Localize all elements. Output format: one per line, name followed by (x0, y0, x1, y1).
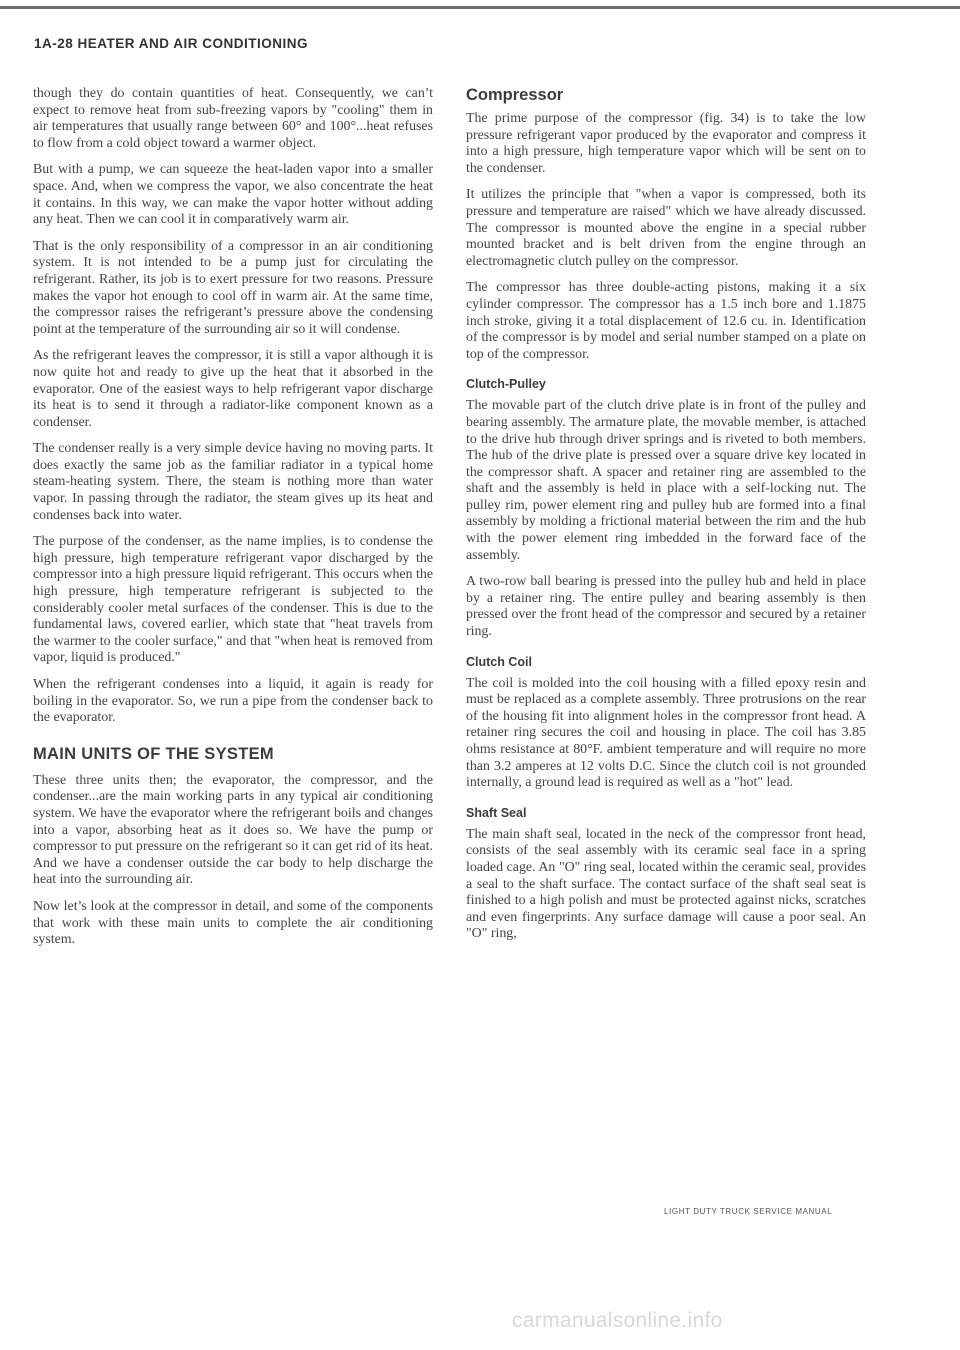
paragraph: When the refrigerant condenses into a liquid, it again is ready for boiling in the evaporator. So, we run a pipe from the condenser back to the evaporator. (33, 677, 433, 726)
paragraph: Now let’s look at the compressor in detail, and some of the components that work with these main units to complete the air conditioning system. (33, 898, 433, 948)
paragraph: The compressor has three double-acting pistons, making it a six cylinder compressor. The compressor has a 1.5 inch bore and 1.1875 inch stroke, giving it a total displacement of 12.6 cu. in. Identification of the compressor is by model and serial number stamped on a plate on top of the compressor. (466, 280, 866, 362)
paragraph: These three units then; the evaporator, the compressor, and the condenser...are the main working parts in any typical air conditioning system. We have the evaporator where the refrigerant boils and changes into a vapor, absorbing heat as it does so. We have the pump or compressor to put pressure on the refrigerant so it can get rid of its heat. And we have a condenser outside the car body to help discharge the heat into the surrounding air. (33, 772, 434, 888)
paragraph: The prime purpose of the compressor (fig. 34) is to take the low pressure refrigerant vapor produced by the evaporator and compress it into a high pressure, high temperature vapor which will be sent on to the condenser. (466, 111, 866, 176)
clutch-pulley-heading: Clutch-Pulley (466, 377, 546, 392)
right-column (466, 86, 866, 953)
watermark: carmanualsonline.info (512, 1309, 723, 1332)
paragraph: But with a pump, we can squeeze the heat-laden vapor into a smaller space. And, when we compress the vapor, we also concentrate the heat it contains. In this way, we can make the vapor hotter without adding any heat. Then we can cool it in comparatively warm air. (33, 162, 433, 228)
paragraph: It utilizes the principle that "when a vapor is compressed, both its pressure and temperature are raised" which we have already discussed. The compressor is mounted above the engine in a special rubber mounted bracket and is belt driven from the engine through an electromagnetic clutch pulley on the compressor. (466, 187, 866, 269)
paragraph: The purpose of the condenser, as the name implies, is to condense the high pressure, high temperature refrigerant vapor discharged by the compressor into a high pressure liquid refrigerant. This occurs when the high pressure, high temperature refrigerant is subjected to the considerably cooler metal surfaces of the condenser. This is due to the fundamental laws, covered earlier, which state that "heat travels from the warmer to the cooler surface," and that "when heat is removed from vapor, liquid is produced." (33, 534, 433, 666)
paragraph: The main shaft seal, located in the neck of the compressor front head, consists of the seal assembly with its ceramic seal face in a spring loaded cage. An "O" ring seal, located within the ceramic seal, provides a seal to the shaft surface. The contact surface of the shaft seal seat is finished to a high polish and must be protected against nicks, scratches and even fingerprints. Any surface damage will cause a poor seal. An "O" ring, (466, 826, 866, 942)
page-header: 1A-28 HEATER AND AIR CONDITIONING (34, 36, 309, 51)
paragraph: That is the only responsibility of a compressor in an air conditioning system. It is not intended to be a pump just for circulating the refrigerant. Rather, its job is to exert pressure for two reasons. Pressure makes the vapor hot enough to cool off in warm air. At the same time, the compressor raises the refrigerant’s pressure above the condensing point at the temperature of the surrounding air so it will condense. (33, 238, 433, 337)
shaft-seal-heading: Shaft Seal (466, 805, 527, 820)
page-footer: LIGHT DUTY TRUCK SERVICE MANUAL (664, 1207, 833, 1216)
top-rule (0, 6, 960, 9)
clutch-coil-heading: Clutch Coil (466, 654, 532, 669)
main-units-heading: MAIN UNITS OF THE SYSTEM (33, 744, 274, 763)
paragraph: though they do contain quantities of heat. Consequently, we can’t expect to remove heat from sub-freezing vapors by "cooling" them in air temperatures that usually range between 60° and 100°...heat refuses to flow from a cold object toward a warmer object. (33, 86, 433, 151)
paragraph: A two-row ball bearing is pressed into the pulley hub and held in place by a retainer ring. The entire pulley and bearing assembly is then pressed over the front head of the compressor and secured by a retainer ring. (466, 574, 866, 640)
left-column (33, 86, 433, 959)
paragraph: The condenser really is a very simple device having no moving parts. It does exactly the same job as the familiar radiator in a typical home steam-heating system. There, the steam is nothing more than water vapor. In passing through the radiator, the steam gives up its heat and condenses back into water. (33, 441, 433, 523)
paragraph: The coil is molded into the coil housing with a filled epoxy resin and must be replaced as a complete assembly. Three protrusions on the rear of the housing fit into alignment holes in the compressor front head. A retainer ring secures the coil and housing in place. The coil has 3.85 ohms resistance at 80°F. ambient temperature and will require no more than 3.2 amperes at 12 volts D.C. Since the clutch coil is not grounded internally, a ground lead is required as well as a "hot" lead. (466, 675, 866, 791)
paragraph: As the refrigerant leaves the compressor, it is still a vapor although it is now quite hot and ready to give up the heat that it absorbed in the evaporator. One of the easiest ways to help refrigerant vapor discharge its heat is to send it through a radiator-like component known as a condenser. (33, 348, 433, 430)
compressor-heading: Compressor (466, 86, 564, 104)
paragraph: The movable part of the clutch drive plate is in front of the pulley and bearing assembly. The armature plate, the movable member, is attached to the drive hub through driver springs and is riveted to both members. The hub of the drive plate is pressed over a square drive key located in the compressor shaft. A spacer and retainer ring are assembled to the shaft and the assembly is held in place with a self-locking nut. The pulley rim, power element ring and pulley hub are formed into a final assembly by molding a frictional material between the rim and the hub with the power element ring imbedded in the forward face of the assembly. (466, 398, 866, 563)
